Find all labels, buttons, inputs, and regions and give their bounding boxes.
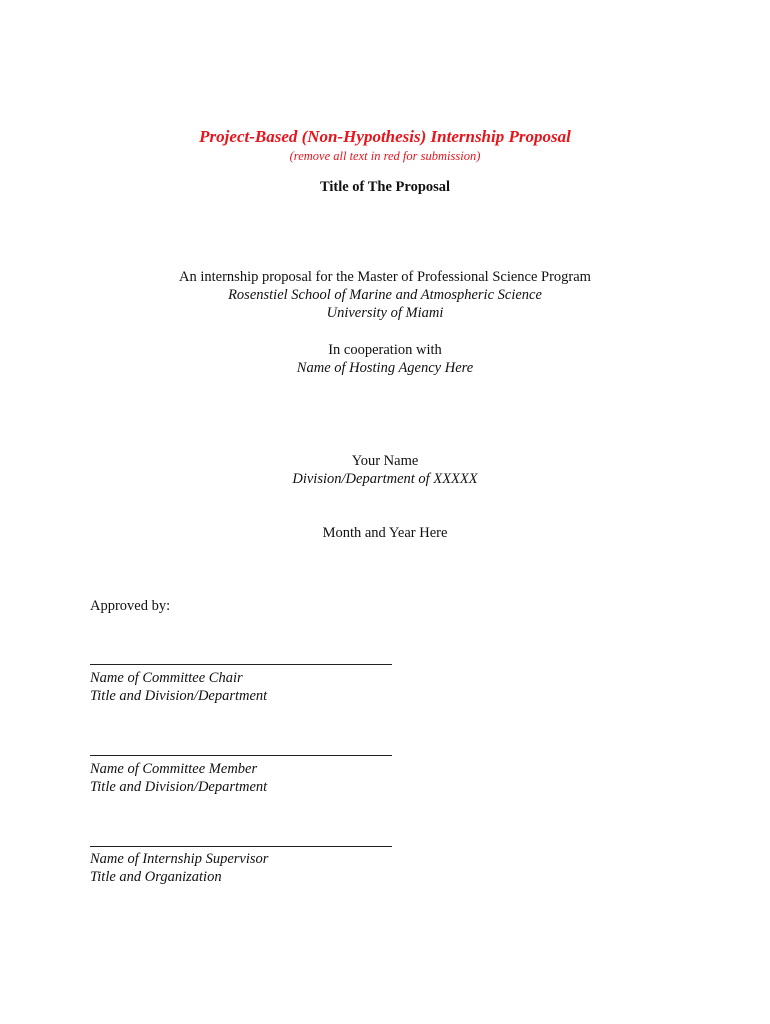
- program-line: An internship proposal for the Master of Professional Science Program: [179, 269, 591, 285]
- university-name: University of Miami: [326, 305, 444, 321]
- internship-supervisor-name: Name of Internship Supervisor: [90, 851, 269, 867]
- signature-line-member: [90, 755, 392, 756]
- main-title: Project-Based (Non-Hypothesis) Internship Proposal: [199, 127, 571, 146]
- signature-line-chair: [90, 664, 392, 665]
- removal-note: (remove all text in red for submission): [289, 149, 481, 163]
- cooperation-label: In cooperation with: [328, 342, 442, 358]
- committee-chair-title: Title and Division/Department: [90, 688, 268, 704]
- author-name: Your Name: [351, 453, 419, 469]
- hosting-agency: Name of Hosting Agency Here: [296, 360, 474, 376]
- school-name: Rosenstiel School of Marine and Atmospheric Science: [228, 287, 542, 303]
- signature-line-supervisor: [90, 846, 392, 847]
- submission-date: Month and Year Here: [322, 525, 448, 541]
- approved-by-label: Approved by:: [90, 598, 171, 614]
- committee-member-name: Name of Committee Member: [90, 761, 258, 777]
- committee-member-title: Title and Division/Department: [90, 779, 268, 795]
- internship-supervisor-title: Title and Organization: [90, 869, 222, 885]
- committee-chair-name: Name of Committee Chair: [90, 670, 243, 686]
- proposal-title: Title of The Proposal: [319, 179, 451, 195]
- author-division: Division/Department of XXXXX: [292, 471, 478, 487]
